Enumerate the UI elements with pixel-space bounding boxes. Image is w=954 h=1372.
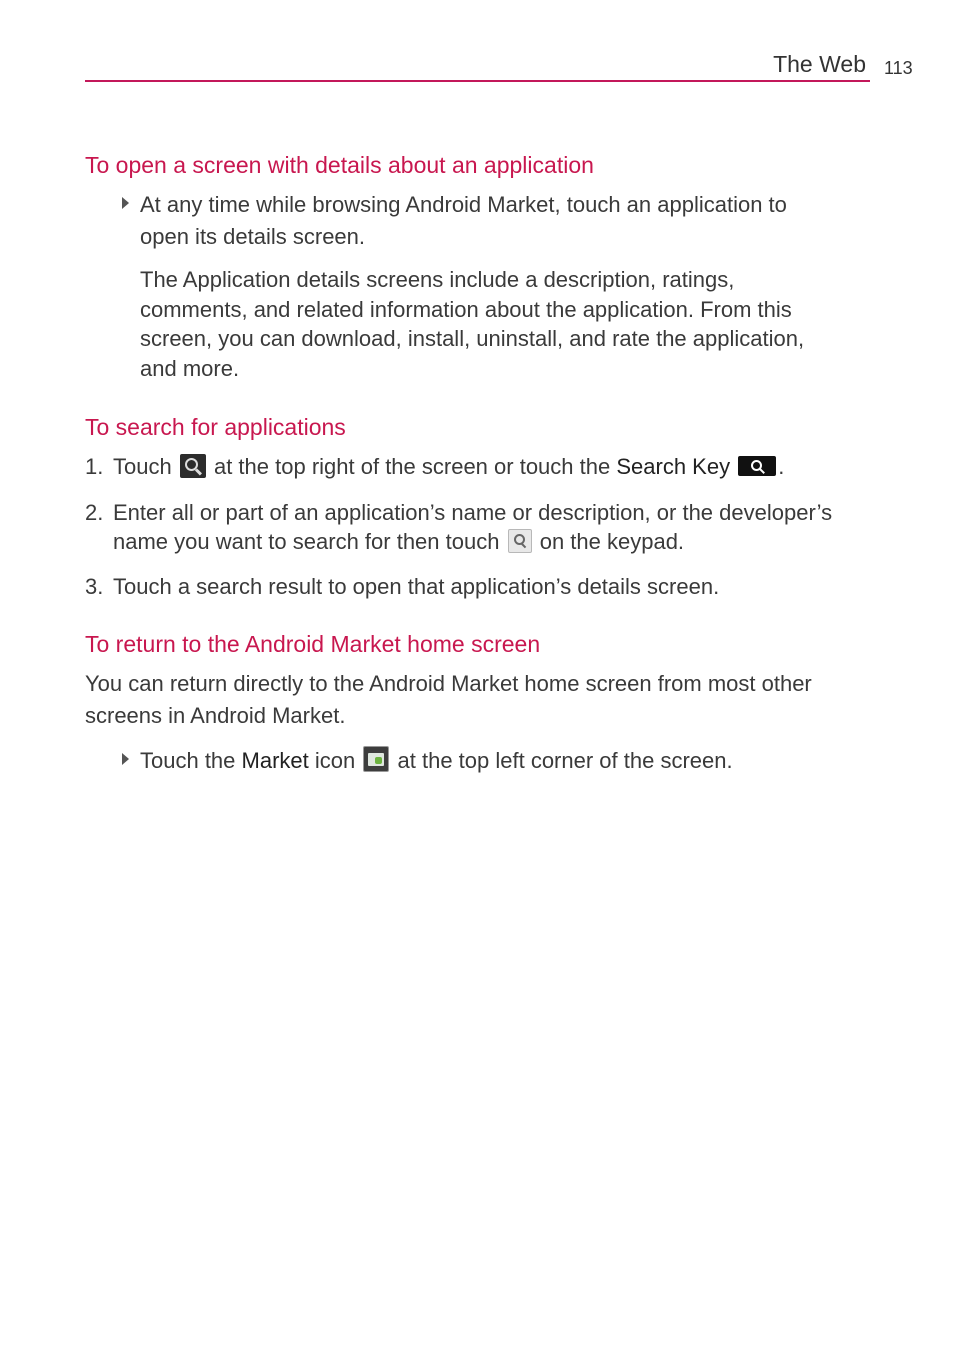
step-number-3: 3. bbox=[85, 574, 104, 599]
step-number-1: 1. bbox=[85, 454, 104, 479]
step-2-line-2 bbox=[113, 527, 684, 557]
step-3-text: Touch a search result to open that application’s details screen. bbox=[113, 574, 720, 599]
search-key-label: Search Key bbox=[616, 454, 731, 479]
heading-search-applications: To search for applications bbox=[85, 414, 346, 440]
return-paragraph-line-1: You can return directly to the Android Market home screen from most other bbox=[85, 671, 812, 696]
heading-return-home: To return to the Android Market home screen bbox=[85, 631, 541, 657]
market-bullet-after: at the top left corner of the screen. bbox=[397, 748, 733, 773]
search-key-icon bbox=[738, 456, 776, 476]
keypad-search-icon bbox=[508, 529, 532, 553]
market-bullet-text bbox=[140, 746, 733, 776]
search-icon bbox=[180, 454, 206, 478]
step-1-text bbox=[113, 452, 784, 482]
return-paragraph-line-2: screens in Android Market. bbox=[85, 703, 346, 728]
step-2-line-1: Enter all or part of an application’s name or description, or the developer’s bbox=[113, 500, 833, 525]
step-number-2: 2. bbox=[85, 500, 104, 525]
paragraph-line-1: The Application details screens include a description, ratings, bbox=[140, 267, 735, 292]
step-2-text-before: name you want to search for then touch bbox=[113, 529, 500, 554]
market-bullet-icon-word: icon bbox=[314, 748, 356, 773]
paragraph-line-3: screen, you can download, install, uninstall, and rate the application, bbox=[140, 326, 805, 351]
step-1-end-punct: . bbox=[778, 454, 785, 479]
paragraph-line-4: and more. bbox=[140, 356, 240, 381]
section-title: The Web bbox=[773, 51, 866, 77]
market-label: Market bbox=[241, 748, 309, 773]
bullet-text-line-2: open its details screen. bbox=[140, 224, 366, 249]
triangle-right-icon bbox=[122, 753, 129, 765]
market-icon bbox=[363, 746, 389, 772]
paragraph-line-2: comments, and related information about the application. From this bbox=[140, 297, 792, 322]
heading-open-details: To open a screen with details about an application bbox=[85, 152, 594, 178]
step-1-text-before: Touch bbox=[113, 454, 172, 479]
header-divider bbox=[85, 80, 870, 82]
bullet-text-line-1: At any time while browsing Android Market, touch an application to bbox=[140, 192, 787, 217]
step-1-text-after: at the top right of the screen or touch the bbox=[213, 454, 611, 479]
page-number: 113 bbox=[884, 58, 913, 78]
market-bullet-before: Touch the bbox=[140, 748, 236, 773]
step-2-text-after: on the keypad. bbox=[539, 529, 685, 554]
triangle-right-icon bbox=[122, 197, 129, 209]
